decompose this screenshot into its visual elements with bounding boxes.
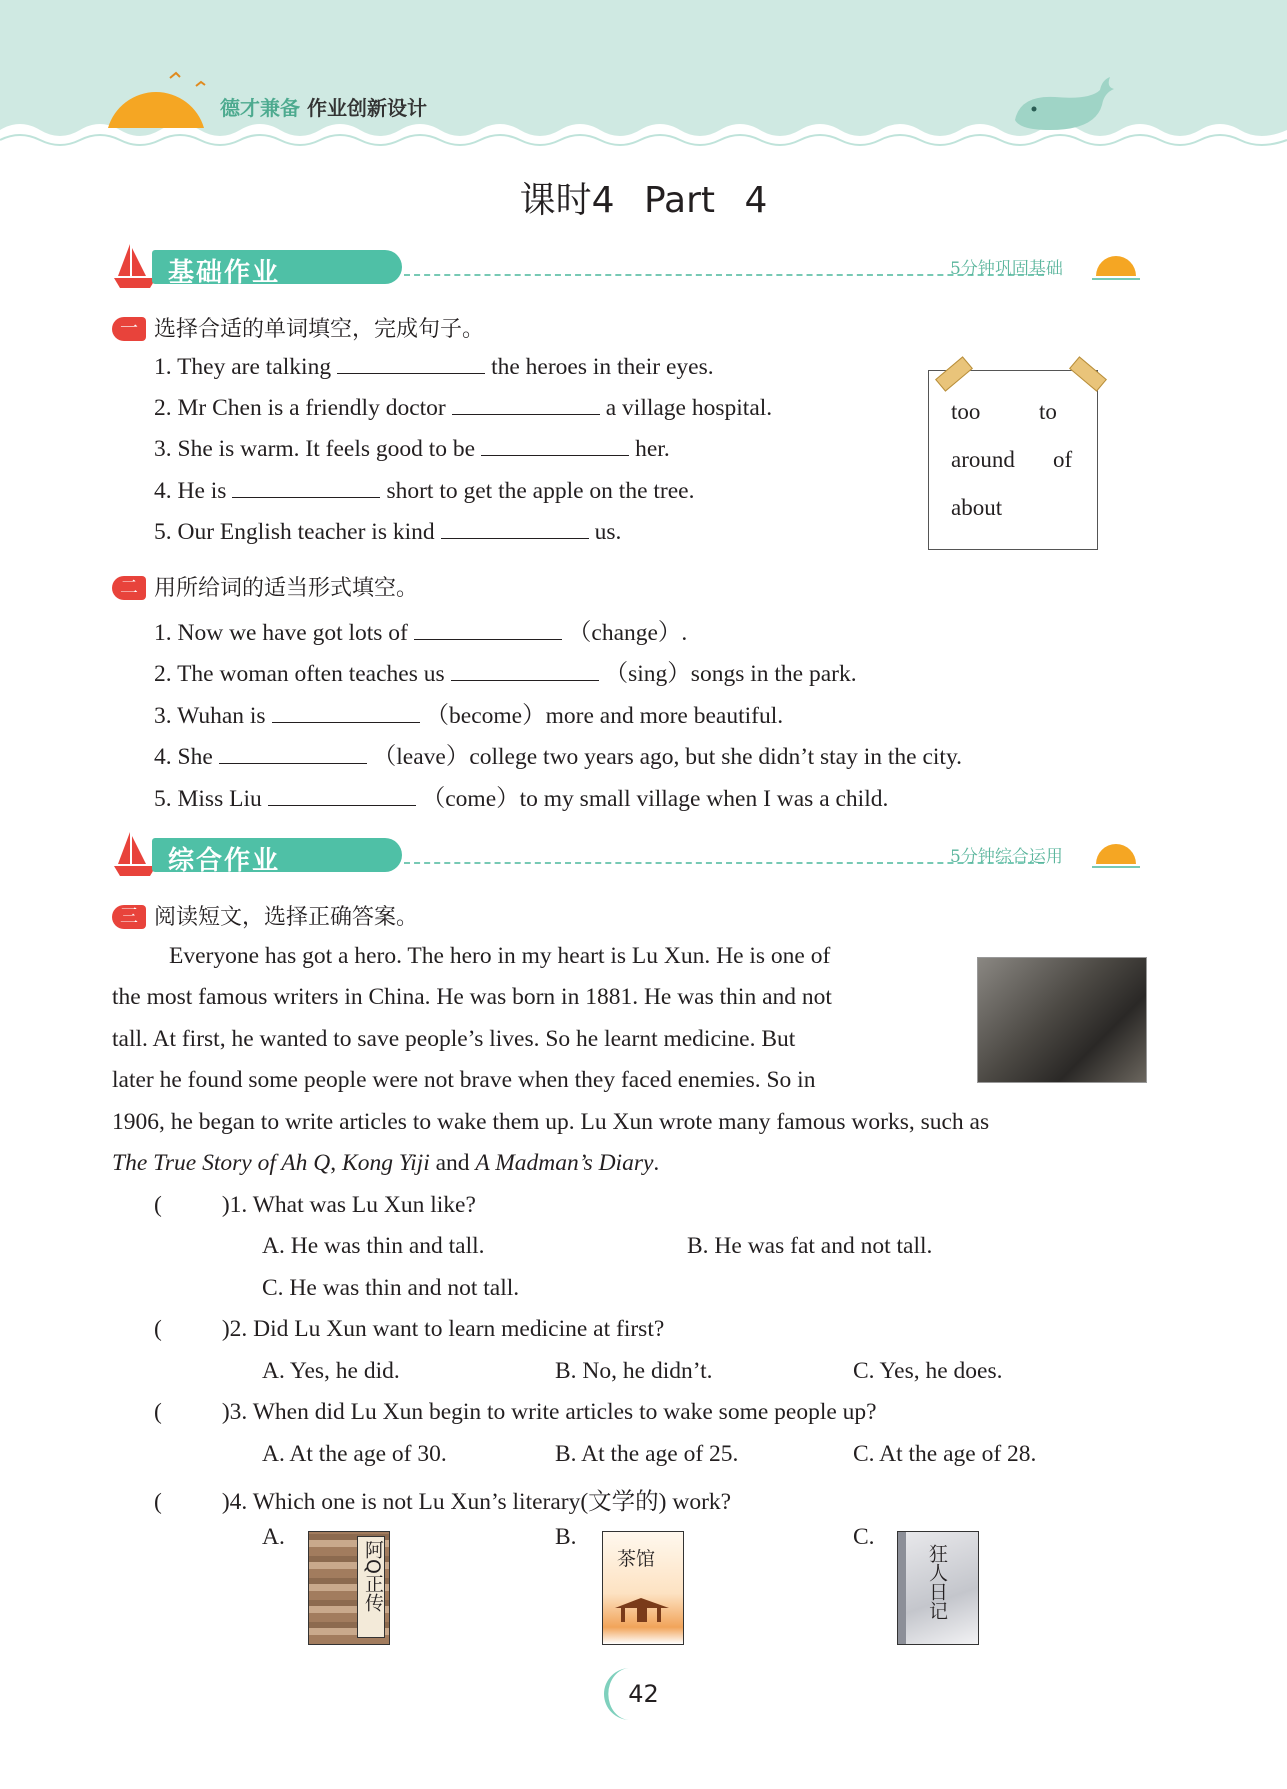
answer-blank[interactable]	[272, 704, 420, 723]
item-text: 5. Miss Liu	[154, 786, 262, 812]
word-option: to	[1039, 399, 1057, 424]
question-1	[154, 1192, 476, 1219]
book-spine	[898, 1532, 906, 1644]
option-a[interactable]: A. At the age of 30.	[262, 1441, 447, 1467]
question-text: 1. What was Lu Xun like?	[229, 1192, 476, 1218]
page-number: 42	[628, 1680, 659, 1708]
question-3	[154, 1399, 877, 1426]
answer-blank[interactable]	[481, 437, 629, 456]
passage-line: Everyone has got a hero. The hero in my heart is Lu Xun. He is one of	[169, 943, 831, 969]
item-text: （sing）songs in the park.	[604, 661, 857, 687]
paren: )	[221, 1316, 230, 1342]
q2-item-3	[154, 696, 783, 730]
option-b[interactable]: B. No, he didn’t.	[555, 1358, 713, 1384]
q2-item-5	[154, 779, 888, 813]
brand-green: 德才兼备	[220, 96, 300, 120]
item-text: （come）to my small village when I was a child.	[421, 786, 889, 812]
answer-blank[interactable]	[441, 520, 589, 539]
brand-dark: 作业创新设计	[306, 96, 427, 120]
item-text: （leave）college two years ago, but she didn’t stay in the city.	[372, 744, 963, 770]
question-heading-3	[112, 900, 418, 931]
section-title: 基础作业	[168, 258, 281, 288]
question-text: 4. Which one is not Lu Xun’s literary(文学的) work?	[229, 1489, 732, 1515]
paren: )	[221, 1489, 230, 1515]
paren: (	[154, 1192, 162, 1218]
answer-blank[interactable]	[452, 396, 600, 415]
word-option: around	[951, 447, 1015, 472]
answer-blank[interactable]	[451, 662, 599, 681]
word-option: of	[1053, 447, 1073, 472]
item-text: 3. Wuhan is	[154, 703, 266, 729]
option-a[interactable]: A. Yes, he did.	[262, 1358, 400, 1384]
work-title: The True Story of Ah Q	[112, 1150, 331, 1176]
paren: )	[221, 1192, 230, 1218]
passage-line: later he found some people were not brave when they faced enemies. So in	[112, 1067, 816, 1093]
page-title: 课时4 Part 4	[519, 180, 768, 221]
item-text: a village hospital.	[605, 395, 773, 421]
item-text: 2. Mr Chen is a friendly doctor	[154, 395, 446, 421]
divider	[404, 862, 1044, 864]
q1-item-4	[154, 478, 694, 505]
word-option: too	[951, 399, 981, 424]
word-option: about	[951, 495, 1003, 520]
whale-icon	[1010, 75, 1120, 135]
book-title: 茶馆	[617, 1548, 656, 1570]
option-c[interactable]: C. He was thin and not tall.	[262, 1275, 520, 1301]
separator: .	[653, 1150, 660, 1176]
answer-blank[interactable]	[268, 787, 416, 806]
item-text: 1. They are talking	[154, 354, 332, 380]
answer-blank[interactable]	[219, 745, 367, 764]
item-text: 4. She	[154, 744, 213, 770]
option-c[interactable]: C. Yes, he does.	[853, 1358, 1003, 1384]
paren: (	[154, 1489, 162, 1515]
option-a[interactable]: A.	[262, 1524, 285, 1550]
book-cover-b[interactable]	[602, 1531, 684, 1645]
section-subtitle: 5分钟巩固基础	[950, 259, 1063, 279]
sun-icon	[1092, 834, 1142, 874]
question-instruction: 阅读短文，选择正确答案。	[154, 905, 419, 930]
item-text: 1. Now we have got lots of	[154, 620, 408, 646]
book-cover-a[interactable]	[308, 1531, 390, 1645]
item-text: 3. She is warm. It feels good to be	[154, 436, 476, 462]
paren: (	[154, 1316, 162, 1342]
passage-line: 1906, he began to write articles to wake them up. Lu Xun wrote many famous works, such as	[112, 1109, 990, 1135]
paren: (	[154, 1399, 162, 1425]
option-c[interactable]: C.	[853, 1524, 875, 1550]
question-number-badge: 二	[112, 576, 146, 600]
question-4	[154, 1482, 731, 1516]
passage-line: tall. At first, he wanted to save people’s lives. So he learnt medicine. But	[112, 1026, 796, 1052]
book-title: 狂人日记	[926, 1544, 948, 1620]
q1-item-2	[154, 395, 772, 422]
item-text: short to get the apple on the tree.	[386, 478, 695, 504]
passage-line: the most famous writers in China. He was born in 1881. He was thin and not	[112, 984, 832, 1010]
item-text: 5. Our English teacher is kind	[154, 519, 435, 545]
q1-item-5	[154, 519, 621, 546]
option-a[interactable]: A. He was thin and tall.	[262, 1233, 485, 1259]
word-box	[928, 370, 1098, 550]
q1-item-3	[154, 436, 670, 463]
separator: and	[429, 1150, 476, 1176]
brand	[220, 92, 427, 121]
item-text: her.	[635, 436, 670, 462]
question-instruction: 用所给词的适当形式填空。	[154, 576, 419, 601]
q2-item-2	[154, 654, 857, 688]
question-heading-1	[112, 312, 484, 343]
separator: ,	[330, 1150, 343, 1176]
option-b[interactable]: B. He was fat and not tall.	[687, 1233, 933, 1259]
question-heading-2	[112, 571, 418, 602]
section-subtitle: 5分钟综合运用	[950, 847, 1063, 867]
item-text: （become）more and more beautiful.	[425, 703, 784, 729]
item-text: 2. The woman often teaches us	[154, 661, 445, 687]
item-text: 4. He is	[154, 478, 227, 504]
lu-xun-photo	[977, 957, 1147, 1083]
item-text: us.	[594, 519, 622, 545]
question-instruction: 选择合适的单词填空，完成句子。	[154, 317, 485, 342]
question-number-badge: 一	[112, 317, 146, 341]
item-text: （change）.	[567, 620, 688, 646]
divider	[404, 274, 1044, 276]
option-c[interactable]: C. At the age of 28.	[853, 1441, 1037, 1467]
book-cover-c[interactable]	[897, 1531, 979, 1645]
option-b[interactable]: B. At the age of 25.	[555, 1441, 739, 1467]
item-text: the heroes in their eyes.	[491, 354, 714, 380]
section-banner-comprehensive	[112, 828, 1147, 880]
answer-blank[interactable]	[337, 355, 485, 374]
answer-blank[interactable]	[232, 479, 380, 498]
paren: )	[221, 1399, 230, 1425]
sun-logo-icon	[100, 60, 210, 130]
sun-icon	[1092, 246, 1142, 286]
answer-blank[interactable]	[414, 621, 562, 640]
question-2	[154, 1316, 664, 1343]
section-title: 综合作业	[168, 846, 281, 876]
q2-item-4	[154, 737, 962, 771]
passage-line	[112, 1150, 659, 1177]
section-banner-basic	[112, 240, 1147, 292]
option-b[interactable]: B.	[555, 1524, 577, 1550]
q2-item-1	[154, 613, 687, 647]
work-title: Kong Yiji	[342, 1150, 430, 1176]
book-title: 阿Q正传	[362, 1540, 384, 1612]
work-title: A Madman’s Diary	[475, 1150, 654, 1176]
teahouse-icon	[611, 1594, 673, 1624]
question-text: 3. When did Lu Xun begin to write articles to wake some people up?	[229, 1399, 877, 1425]
question-number-badge: 三	[112, 905, 146, 929]
q1-item-1	[154, 354, 714, 381]
question-text: 2. Did Lu Xun want to learn medicine at first?	[229, 1316, 665, 1342]
